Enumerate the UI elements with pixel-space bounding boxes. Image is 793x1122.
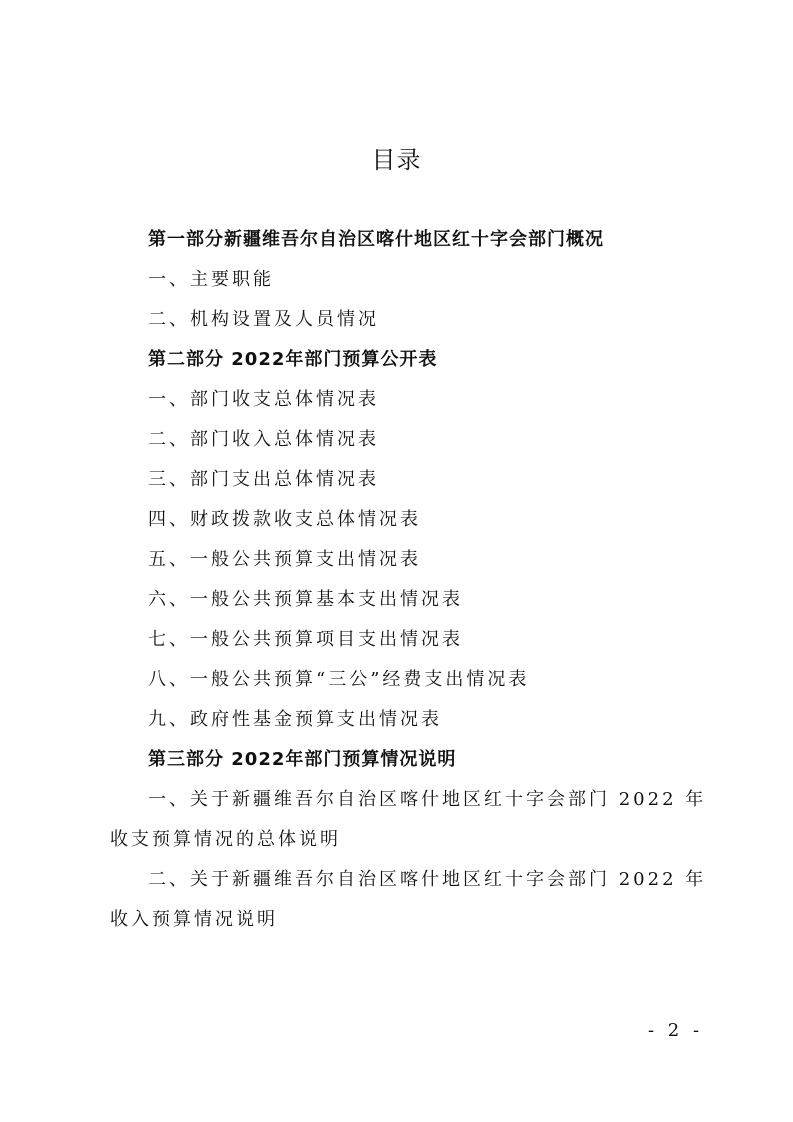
toc-item: 四、财政拨款收支总体情况表 [148, 509, 421, 530]
toc-item: 九、政府性基金预算支出情况表 [148, 709, 442, 730]
toc-item-continuation: 收入预算情况说明 [110, 909, 278, 930]
toc-item: 五、一般公共预算支出情况表 [148, 549, 421, 570]
toc-item: 二、部门收入总体情况表 [148, 429, 379, 450]
toc-item: 二、关于新疆维吾尔自治区喀什地区红十字会部门 2022 年 [148, 869, 707, 890]
toc-item: 一、主要职能 [148, 269, 274, 290]
toc-item: 六、一般公共预算基本支出情况表 [148, 589, 463, 610]
toc-item: 三、部门支出总体情况表 [148, 469, 379, 490]
toc-item: 七、一般公共预算项目支出情况表 [148, 629, 463, 650]
toc-part-heading-3: 第三部分 2022年部门预算情况说明 [148, 749, 457, 770]
toc-item: 八、一般公共预算“三公”经费支出情况表 [148, 669, 530, 690]
page-number: - 2 - [648, 1020, 704, 1041]
toc-item: 一、部门收支总体情况表 [148, 389, 379, 410]
page-title: 目录 [371, 146, 422, 174]
toc-part-heading-2: 第二部分 2022年部门预算公开表 [148, 349, 438, 370]
toc-item: 二、机构设置及人员情况 [148, 309, 379, 330]
toc-item-continuation: 收支预算情况的总体说明 [110, 829, 341, 850]
toc-item: 一、关于新疆维吾尔自治区喀什地区红十字会部门 2022 年 [148, 789, 707, 810]
toc-part-heading-1: 第一部分新疆维吾尔自治区喀什地区红十字会部门概况 [148, 229, 604, 250]
